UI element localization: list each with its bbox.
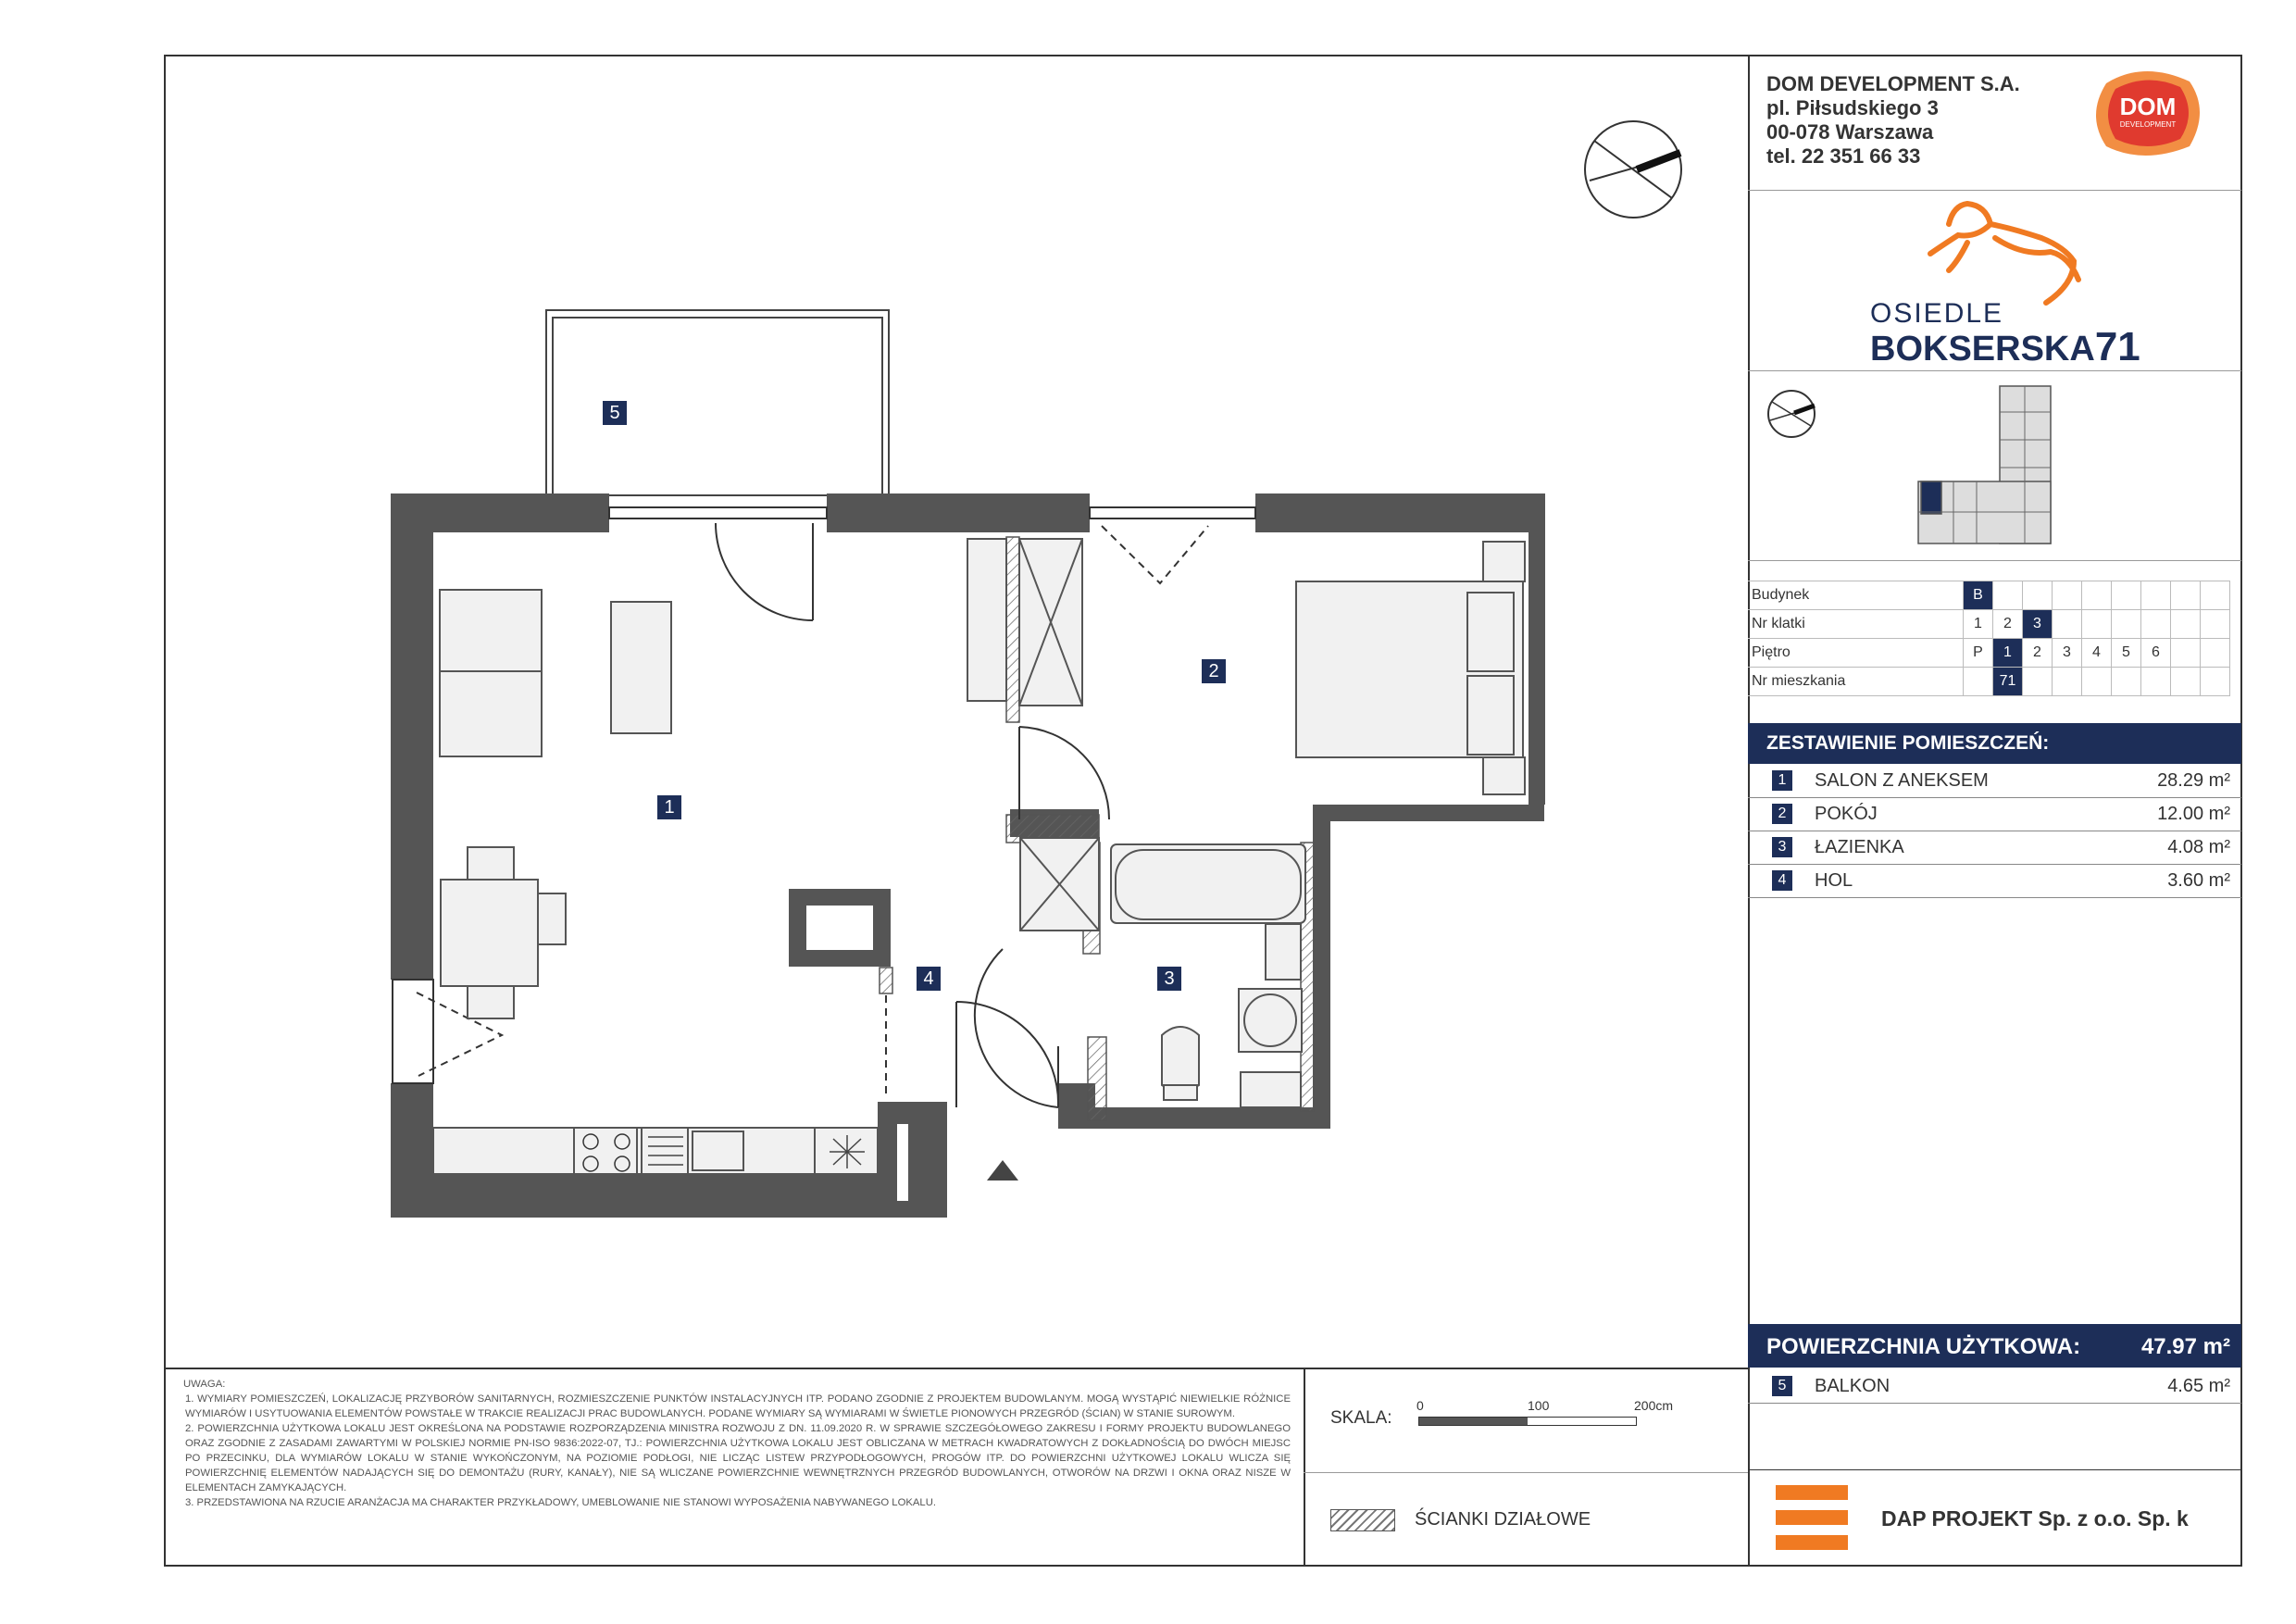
info-cell: 71 — [1993, 668, 2023, 696]
info-cell — [2053, 610, 2082, 639]
info-cell — [2023, 581, 2053, 610]
note-item: 3. PRZEDSTAWIONA NA RZUCIE ARANŻACJA MA CHARAKTER PRZYKŁADOWY, UMEBLOWANIE NIE STANOWI WYPOSAŻENIA NABYWANEGO LOKALU. — [185, 1497, 937, 1508]
info-cell: P — [1964, 639, 1993, 668]
scale-bar — [1418, 1417, 1637, 1426]
info-cell — [2171, 610, 2201, 639]
info-cell — [2201, 610, 2230, 639]
dom-logo-subtext: DEVELOPMENT — [2119, 120, 2177, 129]
info-cell: 2 — [1993, 610, 2023, 639]
scale-tick-200: 200cm — [1634, 1398, 1674, 1413]
info-cell — [2141, 610, 2171, 639]
info-cell — [1993, 581, 2023, 610]
info-label: Nr klatki — [1748, 610, 1964, 639]
info-row-building — [1748, 581, 2230, 610]
info-label: Piętro — [1748, 639, 1964, 668]
info-cell — [2171, 639, 2201, 668]
room-row — [1748, 865, 2241, 898]
entrance-icon — [987, 1160, 1018, 1181]
balcony-row — [1748, 1370, 2241, 1404]
info-cell — [2023, 668, 2053, 696]
room-name: HOL — [1815, 870, 1853, 891]
architect-name: DAP PROJEKT Sp. z o.o. Sp. k — [1881, 1506, 2189, 1530]
info-cell — [2053, 581, 2082, 610]
room-area: 12.00 m² — [2157, 804, 2230, 824]
info-cell — [2082, 610, 2112, 639]
note-item: 1. WYMIARY POMIESZCZEŃ, LOKALIZACJĘ PRZYBORÓW SANITARNYCH, ROZMIESZCZENIE PUNKTÓW INSTALACYJNYCH ITP. PODANO ZGODNIE Z PROJEKTEM BUDOWLANYM. MOGĄ WYSTĄPIĆ NIEWIELKIE RÓŻNICE WYMIARÓW I USYTUOWANIA ELEMENTÓW POWSTAŁE W TRAKCIE REALIZACJI PRAC BUDOWLANYCH. PODANE WYMIARY SĄ WYMIARAMI W ŚWIETLE PIONOWYCH PRZEGRÓD (ŚCIAN) W STANIE SUROWYM. — [185, 1393, 1291, 1419]
info-row-floor — [1748, 639, 2230, 668]
dom-logo — [2088, 65, 2208, 159]
logo-divider — [1748, 190, 2241, 191]
room-name: POKÓJ — [1815, 804, 1878, 824]
room-name: ŁAZIENKA — [1815, 837, 1904, 857]
room-number: 2 — [1772, 804, 1792, 824]
info-cell — [2112, 581, 2141, 610]
info-cell — [2171, 581, 2201, 610]
info-cell: 5 — [2112, 639, 2141, 668]
legend-label: ŚCIANKI DZIAŁOWE — [1415, 1509, 1591, 1530]
info-cell — [2053, 668, 2082, 696]
info-cell: 3 — [2053, 639, 2082, 668]
info-cell: 2 — [2023, 639, 2053, 668]
plan-label-3: 3 — [1157, 967, 1181, 991]
project-logo — [1866, 196, 2140, 369]
info-cell: 4 — [2082, 639, 2112, 668]
total-area-bar — [1748, 1324, 2241, 1368]
scale-tick-100: 100 — [1528, 1398, 1550, 1413]
company-city: 00-078 Warszawa — [1766, 120, 1934, 144]
company-address — [1766, 72, 2020, 169]
plan-label-2: 2 — [1202, 659, 1226, 683]
room-area: 3.60 m² — [2167, 870, 2230, 891]
project-name: BOKSERSKA — [1870, 330, 2095, 369]
room-area: 4.08 m² — [2167, 837, 2230, 857]
info-cell — [2141, 581, 2171, 610]
room-area: 28.29 m² — [2157, 770, 2230, 791]
legend-divider — [1304, 1472, 1748, 1473]
plan-label-1: 1 — [657, 795, 681, 819]
dom-logo-text: DOM — [2119, 93, 2177, 120]
unit-info-table — [1748, 581, 2230, 696]
room-number: 1 — [1772, 770, 1792, 791]
scale-label: SKALA: — [1330, 1408, 1392, 1428]
info-cell: 1 — [1993, 639, 2023, 668]
info-cell — [2201, 668, 2230, 696]
room-row — [1748, 831, 2241, 865]
info-row-apartment — [1748, 668, 2230, 696]
company-phone: tel. 22 351 66 33 — [1766, 144, 1921, 168]
notes-divider — [164, 1368, 1748, 1369]
architect-divider — [1748, 1469, 2241, 1470]
total-area-value: 47.97 m² — [2140, 1334, 2230, 1359]
room-name: BALKON — [1815, 1376, 1890, 1396]
info-cell — [2141, 668, 2171, 696]
room-number: 5 — [1772, 1376, 1792, 1396]
small-compass-icon — [1759, 381, 1824, 446]
scale-divider — [1304, 1368, 1305, 1567]
keyplan-divider — [1748, 560, 2241, 561]
room-name: SALON Z ANEKSEM — [1815, 770, 1989, 791]
project-number: 71 — [2094, 324, 2140, 369]
company-name: DOM DEVELOPMENT S.A. — [1766, 72, 2020, 95]
room-row — [1748, 765, 2241, 798]
project-divider — [1748, 370, 2241, 371]
note-item: 2. POWIERZCHNIA UŻYTKOWA LOKALU JEST OKREŚLONA NA PODSTAWIE ROZPORZĄDZENIA MINISTRA ROZWOJU Z DN. 11.09.2020 R. W SPRAWIE SZCZEGÓŁOWEGO ZAKRESU I FORMY PROJEKTU BUDOWLANEGO ORAZ ZGODNIE Z ZASADAMI ZAWARTYMI W POLSKIEJ NORMIE PN-ISO 9836:2022-07, TJ.: POWIERZCHNIA UŻYTKOWA LOKALU JEST OBLICZANA W METRACH KWADRATOWYCH Z DOKŁADNOŚCIĄ DO DWÓCH MIEJSC PO PRZECINKU, DLA WYMIARÓW LOKALU W STANIE WYKOŃCZONYM, NA POZIOMIE PODŁOGI, NIE LICZĄC LISTEW PRZYPODŁOGOWYCH, PROGÓW ITP. DO POWIERZCHNI UŻYTKOWEJ LOKALU WLICZA SIĘ POWIERZCHNIĘ ELEMENTÓW NADAJĄCYCH SIĘ DO DEMONTAŻU (RURY, KANAŁY), NIE SĄ WLICZANE POWIERZCHNIE WEWNĘTRZNYCH PRZEGRÓD BUDOWLANYCH, OTWORÓW NA DRZWI I OKNA ORAZ NISZE W ELEMENTACH ZAMYKAJĄCYCH. — [185, 1423, 1291, 1493]
horse-icon — [1866, 196, 2134, 307]
room-number: 3 — [1772, 837, 1792, 857]
scale-tick-0: 0 — [1416, 1398, 1424, 1413]
info-cell — [2201, 581, 2230, 610]
project-line1: OSIEDLE — [1870, 298, 2004, 329]
project-line2 — [1870, 324, 2140, 370]
info-row-staircase — [1748, 610, 2230, 639]
room-row — [1748, 798, 2241, 831]
plan-label-4: 4 — [917, 967, 941, 991]
rooms-header-text: ZESTAWIENIE POMIESZCZEŃ: — [1766, 732, 2050, 754]
plan-label-5: 5 — [603, 401, 627, 425]
compass-icon — [1585, 121, 1681, 218]
info-cell — [2201, 639, 2230, 668]
room-area: 4.65 m² — [2167, 1376, 2230, 1396]
furniture — [433, 539, 1525, 1174]
total-area-label: POWIERZCHNIA UŻYTKOWA: — [1766, 1334, 2081, 1359]
info-label: Nr mieszkania — [1748, 668, 1964, 696]
partition-wall-swatch — [1330, 1509, 1395, 1531]
notes — [183, 1377, 1291, 1510]
info-cell — [2112, 668, 2141, 696]
info-cell: 6 — [2141, 639, 2171, 668]
info-cell: 3 — [2023, 610, 2053, 639]
notes-title: UWAGA: — [183, 1379, 226, 1390]
info-cell — [2082, 581, 2112, 610]
company-street: pl. Piłsudskiego 3 — [1766, 96, 1939, 119]
info-cell — [1964, 668, 1993, 696]
info-cell: B — [1964, 581, 1993, 610]
info-label: Budynek — [1748, 581, 1964, 610]
info-cell — [2082, 668, 2112, 696]
info-cell — [2112, 610, 2141, 639]
info-cell — [2171, 668, 2201, 696]
room-number: 4 — [1772, 870, 1792, 891]
info-cell: 1 — [1964, 610, 1993, 639]
architect-logo — [1776, 1485, 1848, 1550]
balcony — [546, 310, 889, 495]
key-plan-map — [1916, 384, 2074, 546]
rooms-header — [1748, 723, 2241, 764]
